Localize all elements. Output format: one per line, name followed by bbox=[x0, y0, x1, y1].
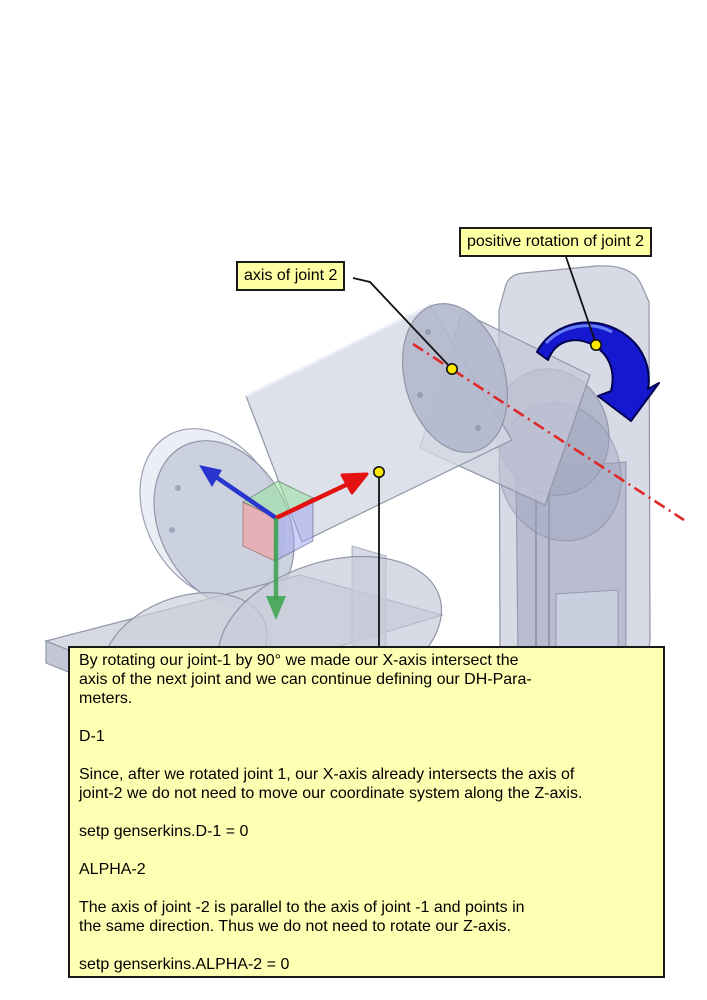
text-line: The axis of joint -2 is parallel to the axis of joint -1 and points in bbox=[79, 899, 525, 916]
bolt-hole bbox=[417, 392, 423, 398]
text-line: setp genserkins.D-1 = 0 bbox=[79, 823, 249, 840]
text-line: D-1 bbox=[79, 728, 105, 745]
text-line: the same direction. Thus we do not need to rotate our Z-axis. bbox=[79, 918, 511, 935]
bolt-hole bbox=[475, 425, 481, 431]
marker-dot-rotation-icon bbox=[591, 340, 601, 350]
text-line: Since, after we rotated joint 1, our X-axis already intersects the axis of bbox=[79, 766, 575, 783]
text-line: ALPHA-2 bbox=[79, 861, 146, 878]
bolt-hole bbox=[425, 329, 431, 335]
text-line: By rotating our joint-1 by 90° we made our X-axis intersect the bbox=[79, 652, 519, 669]
text-line: axis of the next joint and we can continue defining our DH-Para- bbox=[79, 671, 532, 688]
description-box bbox=[68, 646, 665, 978]
label-axis-of-joint-2: axis of joint 2 bbox=[236, 261, 345, 291]
label-positive-rotation-of-joint-2: positive rotation of joint 2 bbox=[459, 227, 652, 257]
text-line: joint-2 we do not need to move our coordinate system along the Z-axis. bbox=[79, 785, 583, 802]
bolt-hole bbox=[169, 527, 175, 533]
bolt-hole bbox=[175, 485, 181, 491]
text-line: meters. bbox=[79, 690, 133, 707]
text-line: setp genserkins.ALPHA-2 = 0 bbox=[79, 956, 290, 973]
marker-dot-frame-icon bbox=[374, 467, 384, 477]
marker-dot-axis-icon bbox=[447, 364, 457, 374]
